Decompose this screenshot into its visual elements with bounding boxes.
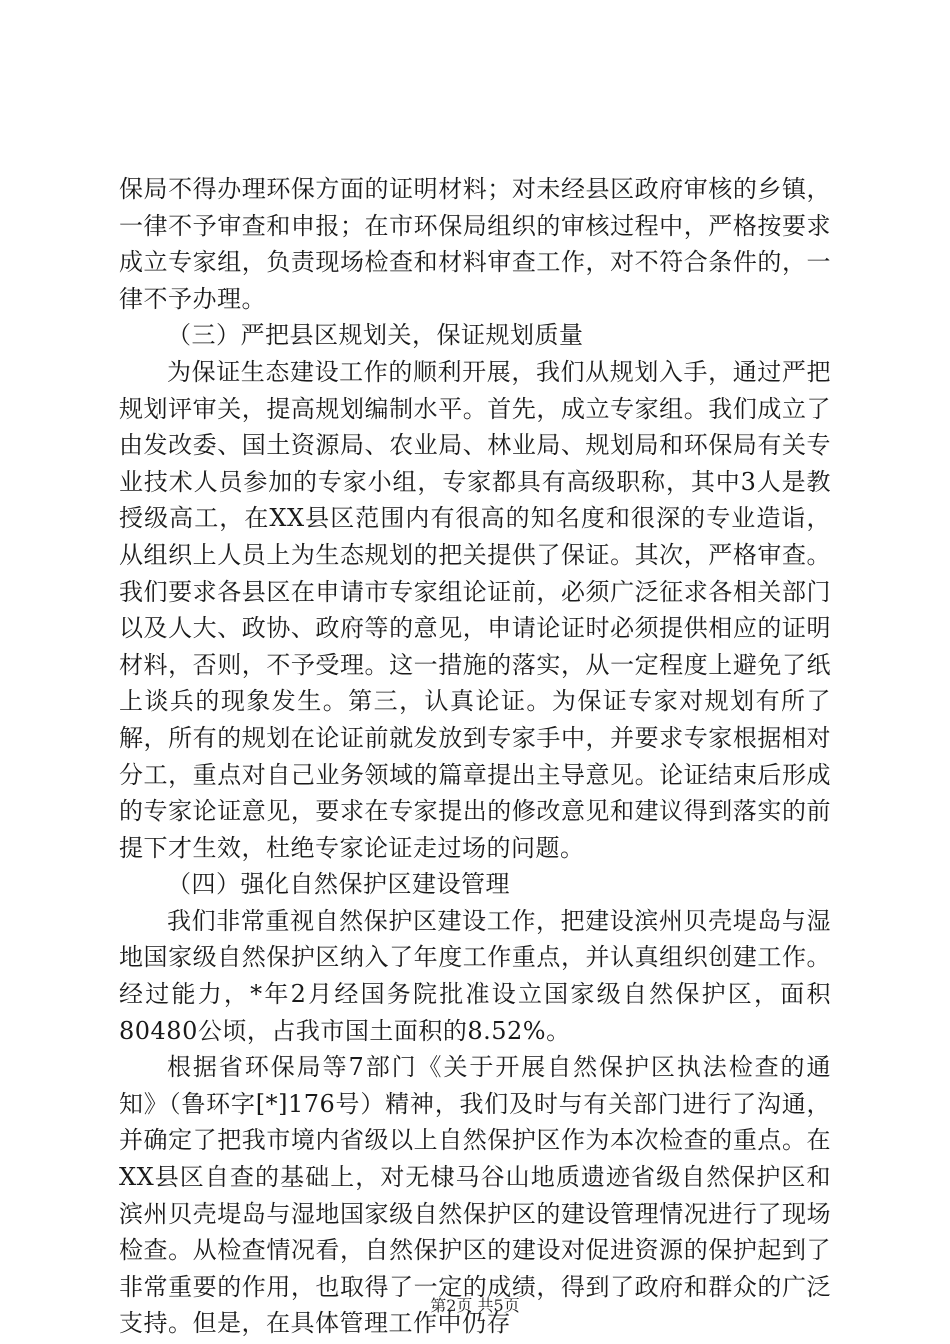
section-heading-4: （四）强化自然保护区建设管理 xyxy=(167,870,510,899)
section-heading-3: （三）严把县区规划关，保证规划质量 xyxy=(167,321,584,350)
paragraph-continuation: 保局不得办理环保方面的证明材料；对未经县区政府审核的乡镇，一律不予审查和申报；在市环保局组织的审核过程中，严格按要求成立专家组，负责现场检查和材料审查工作，对不符合条件的，一律不予办理。 xyxy=(119,175,831,313)
document-body xyxy=(119,171,831,1342)
paragraph-planning: 为保证生态建设工作的顺利开展，我们从规划入手，通过严把规划评审关，提高规划编制水平。首先，成立专家组。我们成立了由发改委、国土资源局、农业局、林业局、规划局和环保局有关专业技术人员参加的专家小组，专家都具有高级职称，其中3人是教授级高工，在XX县区范围内有很高的知名度和很深的专业造诣，从组织上人员上为生态规划的把关提供了保证。其次，严格审查。我们要求各县区在申请市专家组论证前，必须广泛征求各相关部门以及人大、政协、政府等的意见，申请论证时必须提供相应的证明材料，否则，不予受理。这一措施的落实，从一定程度上避免了纸上谈兵的现象发生。第三，认真论证。为保证专家对规划有所了解，所有的规划在论证前就发放到专家手中，并要求专家根据相对分工，重点对自己业务领域的篇章提出主导意见。论证结束后形成的专家论证意见，要求在专家提出的修改意见和建议得到落实的前提下才生效，杜绝专家论证走过场的问题。 xyxy=(119,357,831,862)
page-number-footer: 第2页 共5页 xyxy=(430,1296,520,1315)
paragraph-reserve-construction: 我们非常重视自然保护区建设工作，把建设滨州贝壳堤岛与湿地国家级自然保护区纳入了年度工作重点，并认真组织创建工作。经过能力，*年2月经国务院批准设立国家级自然保护区，面积80480公顷，占我市国土面积的8.52%。 xyxy=(119,906,831,1045)
paragraph-inspection: 根据省环保局等7部门《关于开展自然保护区执法检查的通知》（鲁环字[*]176号）精神，我们及时与有关部门进行了沟通，并确定了把我市境内省级以上自然保护区作为本次检查的重点。在XX县区自查的基础上，对无棣马谷山地质遗迹省级自然保护区和滨州贝壳堤岛与湿地国家级自然保护区的建设管理情况进行了现场检查。从检查情况看，自然保护区的建设对促进资源的保护起到了非常重要的作用，也取得了一定的成绩，得到了政府和群众的广泛支持。但是，在具体管理工作中仍存 xyxy=(119,1053,831,1338)
